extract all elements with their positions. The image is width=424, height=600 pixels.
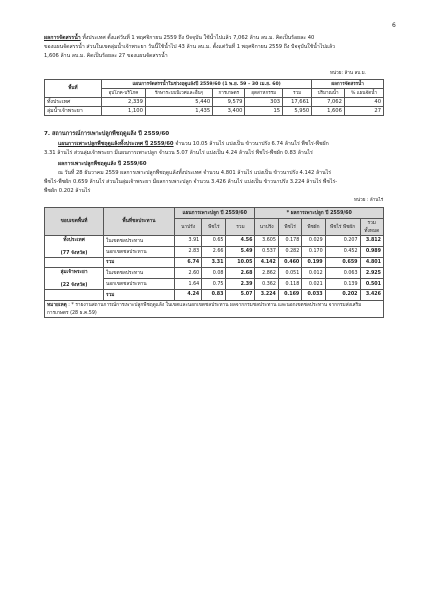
t2-sub-header: พืชไร่ <box>202 218 226 235</box>
table-row <box>45 98 384 107</box>
t2-sub-header-total-all: ทั้งหมด <box>364 228 380 234</box>
t1-header-plan: แผนการจัดสรรน้ำในช่วงฤดูแล้งปี 2559/60 (1 พ.ย. 59 – 30 เม.ย. 60) <box>102 80 312 89</box>
t1-sub-header: รักษาระบบนิเวศและอื่นๆ <box>145 89 212 98</box>
t2-cell: 0.207 <box>325 235 360 246</box>
t1-cell: 2,339 <box>102 98 146 107</box>
t2-cell: 2.60 <box>175 268 202 279</box>
t2-total-cell: 4.24 <box>175 290 202 301</box>
t1-header-result: ผลการจัดสรรน้ำ <box>312 80 384 89</box>
t1-cell: 15 <box>245 107 283 116</box>
t2-total-cell: 3.31 <box>202 257 226 268</box>
t2-cell: 0.012 <box>302 268 325 279</box>
t2-header-zone: พื้นที่ชลประทาน <box>104 208 175 236</box>
t1-cell: 5,440 <box>145 98 212 107</box>
t1-cell: 40 <box>344 98 383 107</box>
t2-total-cell: 0.199 <box>302 257 325 268</box>
t2-total-cell: 0.033 <box>302 290 325 301</box>
t1-sub-header: ปริมาณน้ำ <box>312 89 345 98</box>
t1-cell: 1,435 <box>145 107 212 116</box>
t2-zone-cell: ในเขตชลประทาน <box>104 235 175 246</box>
t2-cell: 2.862 <box>255 268 278 279</box>
t2-sub-header: รวม <box>367 220 376 226</box>
t2-header-result: * ผลการเพาะปลูก ปี 2559/60 <box>255 208 384 219</box>
note-label: หมายเหตุ <box>47 302 67 308</box>
t1-sub-header: อุปโภค-บริโภค <box>102 89 146 98</box>
t2-cell: 0.170 <box>302 246 325 257</box>
result-heading: ผลการเพาะปลูกพืชฤดูแล้ง ปี 2559/60 <box>58 161 147 167</box>
t2-cell: 0.051 <box>278 268 301 279</box>
t2-empty-cell <box>45 257 104 268</box>
t1-cell: 1,606 <box>312 107 345 116</box>
result-paragraph <box>44 169 384 195</box>
t2-cell: 2.68 <box>226 268 255 279</box>
t2-cell: 0.063 <box>325 268 360 279</box>
water-heading: ผลการจัดสรรน้ำ <box>44 35 81 41</box>
t2-total-label: รวม <box>104 290 175 301</box>
t2-total-label: รวม <box>104 257 175 268</box>
t2-cell: 0.362 <box>255 279 278 290</box>
t2-total-cell: 0.659 <box>325 257 360 268</box>
plan-line-1: จำนวน 10.05 ล้านไร่ แบ่งเป็น ข้าวนาปรัง 6.74 ล้านไร่ พืชไร่-พืชผัก <box>173 141 329 147</box>
t2-cell: 3.605 <box>255 235 278 246</box>
water-line-3: 1,606 ล้าน ลบ.ม. คิดเป็นร้อยละ 27 ของแผนจัดสรรน้ำ <box>44 52 168 59</box>
t2-cell: 0.501 <box>360 279 383 290</box>
t2-total-cell: 3.224 <box>255 290 278 301</box>
table-note-row <box>45 300 384 317</box>
t2-total-cell: 0.202 <box>325 290 360 301</box>
result-line-3: พืชผัก 0.202 ล้านไร่ <box>44 187 91 194</box>
t2-cell: 3.812 <box>360 235 383 246</box>
t2-cell: 5.49 <box>226 246 255 257</box>
result-line-1: ณ วันที่ 28 ธันวาคม 2559 ผลการเพาะปลูกพืชฤดูแล้งทั้งประเทศ จำนวน 4.801 ล้านไร่ แบ่งเป็น ข้าวนาปรัง 4.142 ล้านไร่ <box>58 170 332 176</box>
table-total-row <box>45 257 384 268</box>
t2-cell: 1.64 <box>175 279 202 290</box>
t2-total-cell: 0.83 <box>202 290 226 301</box>
t2-header-plan: แผนการเพาะปลูก ปี 2559/60 <box>175 208 255 219</box>
t2-cell: 0.989 <box>360 246 383 257</box>
t1-cell: 7,062 <box>312 98 345 107</box>
t2-region-count: (77 จังหวัด) <box>60 250 88 256</box>
t1-header-area: พื้นที่ <box>45 80 102 98</box>
t1-cell-area: ลุ่มน้ำเจ้าพระยา <box>45 107 102 116</box>
t2-cell: 0.139 <box>325 279 360 290</box>
note-text: : * รายงานสถานการณ์การเพาะปลูกพืชฤดูแล้ง ในเขตและนอกเขตชลประทาน ผลจากกรมชลประทาน และนอกเขตชลประทาน จากกรมส่งเสริมการเกษตร (28 ธ.ค.59) <box>47 302 362 316</box>
t2-cell: 0.282 <box>278 246 301 257</box>
t2-total-cell: 10.05 <box>226 257 255 268</box>
t1-cell: 5,950 <box>283 107 312 116</box>
t2-region-name: ลุ่มเจ้าพระยา <box>60 270 88 275</box>
t2-cell: 2.39 <box>226 279 255 290</box>
water-allocation-table <box>44 79 384 116</box>
t2-sub-header: พืชไร่ พืชผัก <box>325 218 360 235</box>
t2-cell: 0.75 <box>202 279 226 290</box>
t2-total-cell: 0.169 <box>278 290 301 301</box>
t2-sub-header: นาปรัง <box>255 218 278 235</box>
t2-sub-header: พืชผัก <box>302 218 325 235</box>
t2-cell: 0.029 <box>302 235 325 246</box>
t2-sub-header-total <box>360 218 383 235</box>
table-row <box>45 235 384 246</box>
t2-sub-header: นาปรัง <box>175 218 202 235</box>
t2-total-cell: 6.74 <box>175 257 202 268</box>
t1-sub-header: รวม <box>283 89 312 98</box>
t1-sub-header: % แผนจัดน้ำ <box>344 89 383 98</box>
t1-cell: 17,661 <box>283 98 312 107</box>
t2-zone-cell: นอกเขตชลประทาน <box>104 279 175 290</box>
section-7-title: 7. สถานการณ์การเพาะปลูกพืชฤดูแล้ง ปี 2559/60 <box>44 131 170 137</box>
water-line-2: ของแผนจัดสรรน้ำ ส่วนในเขตลุ่มน้ำเจ้าพระยา วันนี้ใช้น้ำไป 43 ล้าน ลบ.ม. ตั้งแต่วันที่ 1 พฤศจิกายน 2559 ถึง ปัจจุบันใช้น้ำไปแล้ว <box>44 43 336 50</box>
t2-empty-cell <box>45 290 104 301</box>
t2-cell: 2.925 <box>360 268 383 279</box>
table-total-row <box>45 290 384 301</box>
t2-region-cell <box>45 268 104 290</box>
t2-region-count: (22 จังหวัด) <box>60 283 88 288</box>
t2-cell: 0.537 <box>255 246 278 257</box>
table-note <box>45 300 384 317</box>
t2-cell: 0.178 <box>278 235 301 246</box>
t2-cell: 4.56 <box>226 235 255 246</box>
t2-cell: 0.452 <box>325 246 360 257</box>
plan-line-2: 3.31 ล้านไร่ ส่วนลุ่มเจ้าพระยา มีแผนการเพาะปลูก จำนวน 5.07 ล้านไร่ แบ่งเป็น 4.24 ล้านไร่ พืชไร่-พืชผัก 0.83 ล้านไร่ <box>44 149 313 156</box>
t1-cell: 9,579 <box>213 98 245 107</box>
table-row <box>45 268 384 279</box>
t2-total-cell: 0.460 <box>278 257 301 268</box>
t2-total-cell: 4.142 <box>255 257 278 268</box>
water-allocation-paragraph <box>44 34 384 60</box>
crop-planting-table <box>44 207 384 318</box>
t2-sub-header: รวม <box>226 218 255 235</box>
t1-cell: 3,400 <box>213 107 245 116</box>
t2-cell: 2.66 <box>202 246 226 257</box>
t2-total-cell: 3.426 <box>360 290 383 301</box>
table1-unit: หน่วย: ล้าน ลบ.ม. <box>330 71 367 76</box>
t1-sub-header: อุตสาหกรรม <box>245 89 283 98</box>
t2-sub-header: พืชไร่ <box>278 218 301 235</box>
table2-unit: หน่วย : ล้านไร่ <box>354 198 384 203</box>
t2-total-cell: 5.07 <box>226 290 255 301</box>
t2-cell: 0.08 <box>202 268 226 279</box>
t2-cell: 0.021 <box>302 279 325 290</box>
t1-sub-header: การเกษตร <box>213 89 245 98</box>
t2-cell: 0.118 <box>278 279 301 290</box>
t2-cell: 0.65 <box>202 235 226 246</box>
result-line-2: พืชไร่-พืชผัก 0.659 ล้านไร่ ส่วนในลุ่มเจ้าพระยา มีผลการเพาะปลูก จำนวน 3.426 ล้านไร่ แบ่งเป็น ข้าวนาปรัง 3.224 ล้านไร่ พืชไร่- <box>44 178 338 185</box>
t2-cell: 3.91 <box>175 235 202 246</box>
t1-cell: 1,100 <box>102 107 146 116</box>
t2-region-cell <box>45 235 104 257</box>
t2-region-name: ทั้งประเทศ <box>63 237 85 243</box>
t1-cell: 303 <box>245 98 283 107</box>
plan-heading: แผนการเพาะปลูกพืชฤดูแล้งทั้งประเทศ ปี 2559/60 <box>58 141 174 147</box>
water-line-1: ทั้งประเทศ ตั้งแต่วันที่ 1 พฤศจิกายน 2559 ถึง ปัจจุบัน ใช้น้ำไปแล้ว 7,062 ล้าน ลบ.ม. คิดเป็นร้อยละ 40 <box>80 35 315 41</box>
t1-cell-area: ทั้งประเทศ <box>45 98 102 107</box>
t2-zone-cell: นอกเขตชลประทาน <box>104 246 175 257</box>
t2-cell: 2.83 <box>175 246 202 257</box>
t2-total-cell: 4.801 <box>360 257 383 268</box>
t2-header-region: ขอบเขตพื้นที่ <box>45 208 104 236</box>
table-row <box>45 107 384 116</box>
page-number: 6 <box>392 22 396 29</box>
plan-paragraph <box>44 140 384 158</box>
t2-zone-cell: ในเขตชลประทาน <box>104 268 175 279</box>
t1-cell: 27 <box>344 107 383 116</box>
